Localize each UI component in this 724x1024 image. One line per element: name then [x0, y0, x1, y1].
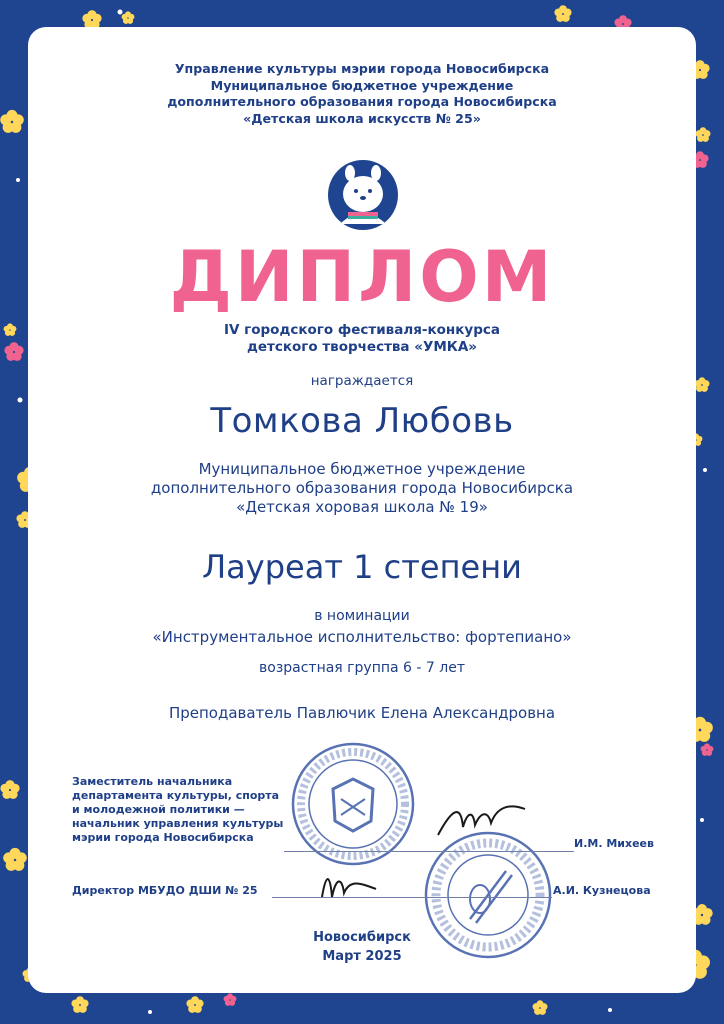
flower-icon	[696, 127, 711, 142]
flower-icon	[71, 996, 88, 1013]
header-line: «Детская школа искусств № 25»	[243, 110, 481, 126]
recipient-institution	[28, 460, 696, 517]
header-line: дополнительного образования города Новосибирска	[167, 94, 557, 109]
director-name: А.И. Кузнецова	[553, 884, 651, 897]
flower-icon	[4, 342, 23, 361]
festival-name	[28, 322, 696, 356]
diploma-title: ДИПЛОМ	[169, 236, 555, 318]
flower-icon	[554, 5, 571, 22]
flower-icon	[533, 1000, 548, 1015]
position-line: мэрии города Новосибирска	[72, 831, 254, 844]
flower-icon	[4, 323, 17, 336]
director-position: Директор МБУДО ДШИ № 25	[72, 884, 258, 897]
header-organization	[28, 61, 696, 127]
flower-icon	[0, 780, 19, 799]
flower-icon	[0, 110, 24, 133]
institution-line: «Детская хоровая школа № 19»	[236, 498, 488, 516]
festival-line: детского творчества «УМКА»	[246, 339, 478, 355]
flower-icon	[701, 743, 714, 756]
flower-icon	[122, 11, 135, 24]
flower-icon	[695, 377, 710, 392]
header-line: Муниципальное бюджетное учреждение	[210, 77, 514, 93]
teacher-name: Преподаватель Павлючик Елена Александровна	[168, 704, 556, 722]
signature-kuznetsova	[316, 867, 386, 907]
footer-city: Новосибирск	[313, 930, 411, 945]
header-line: Управление культуры мэрии города Новосибирска	[174, 61, 550, 76]
flower-icon	[186, 996, 203, 1013]
position-line: начальник управления культуры	[72, 817, 284, 830]
festival-line: IV городского фестиваля-конкурса	[224, 322, 500, 338]
signatory-position	[72, 775, 283, 845]
bear-mascot-icon	[326, 158, 400, 232]
age-group: возрастная группа 6 - 7 лет	[259, 660, 465, 676]
footer-place-date	[28, 928, 696, 966]
nomination-label: в номинации	[314, 608, 410, 624]
nomination-value: «Инструментальное исполнительство: фортепиано»	[152, 628, 572, 646]
signature-line	[272, 897, 552, 898]
position-line: и молодежной политики —	[72, 803, 245, 816]
institution-line: дополнительного образования города Новосибирска	[150, 479, 574, 497]
position-line: департамента культуры, спорта	[72, 789, 280, 802]
signature-line	[284, 851, 574, 852]
institution-line: Муниципальное бюджетное учреждение	[198, 460, 526, 478]
diploma-sheet	[28, 27, 696, 993]
laureate-degree: Лауреат 1 степени	[202, 548, 522, 586]
recipient-name: Томкова Любовь	[210, 401, 514, 441]
position-line: Заместитель начальника	[72, 775, 233, 788]
footer-date: Март 2025	[322, 949, 402, 964]
signatory-name: И.М. Михеев	[574, 837, 654, 850]
signature-mikheev	[433, 797, 533, 847]
flower-icon	[3, 848, 27, 871]
award-label: награждается	[310, 373, 414, 389]
flower-icon	[224, 993, 237, 1006]
city-seal-stamp	[286, 739, 420, 869]
